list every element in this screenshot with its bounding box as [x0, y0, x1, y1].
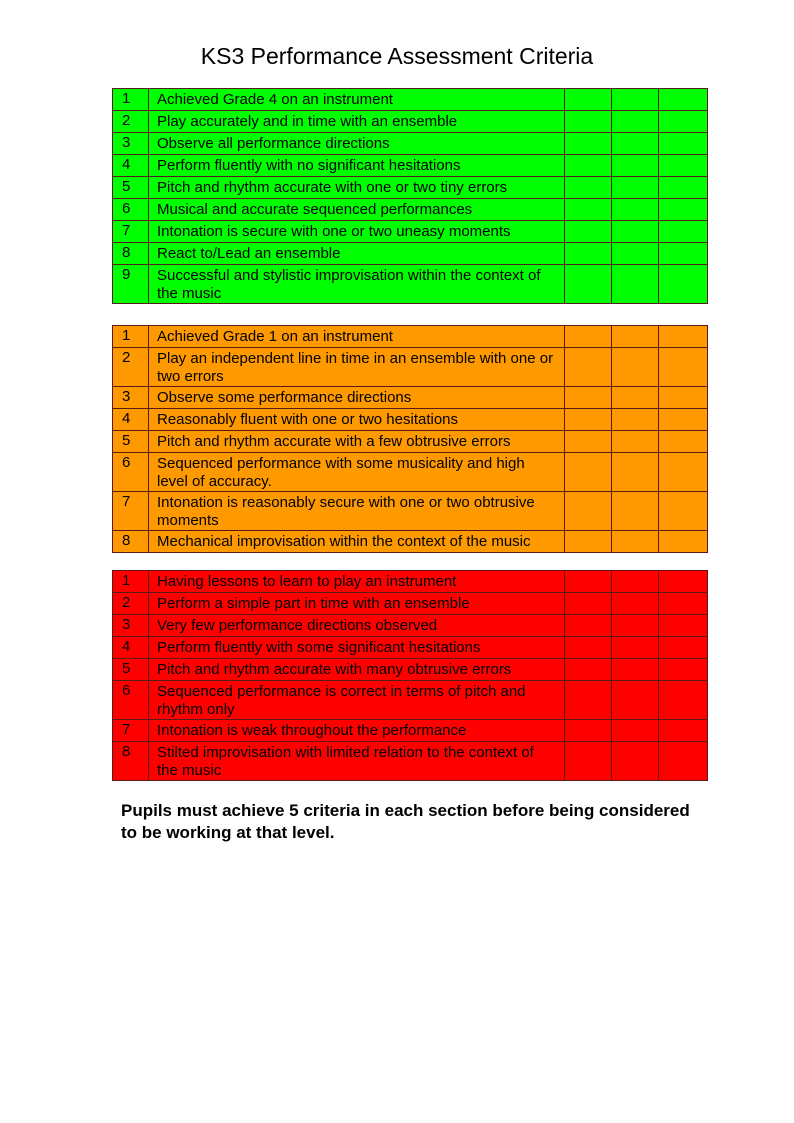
tick-cell[interactable]: [659, 177, 708, 199]
tick-cell[interactable]: [659, 681, 708, 720]
table-row: [113, 615, 708, 637]
criterion-number: 3: [113, 615, 149, 637]
criterion-number: 5: [113, 659, 149, 681]
table-row: [113, 681, 708, 720]
tick-cell[interactable]: [612, 265, 659, 304]
tick-cell[interactable]: [565, 681, 612, 720]
tick-cell[interactable]: [565, 111, 612, 133]
tick-cell[interactable]: [612, 221, 659, 243]
tick-cell[interactable]: [612, 243, 659, 265]
tick-cell[interactable]: [565, 177, 612, 199]
criterion-text: Mechanical improvisation within the context of the music: [149, 531, 565, 553]
tick-cell[interactable]: [612, 453, 659, 492]
criterion-text: Intonation is secure with one or two uneasy moments: [149, 221, 565, 243]
tick-cell[interactable]: [612, 431, 659, 453]
table-row: [113, 89, 708, 111]
criterion-text: Sequenced performance is correct in terms of pitch and rhythm only: [149, 681, 565, 720]
criterion-text: Pitch and rhythm accurate with a few obtrusive errors: [149, 431, 565, 453]
tick-cell[interactable]: [565, 531, 612, 553]
criterion-number: 1: [113, 326, 149, 348]
criterion-text: Pitch and rhythm accurate with many obtrusive errors: [149, 659, 565, 681]
tick-cell[interactable]: [659, 111, 708, 133]
tick-cell[interactable]: [612, 133, 659, 155]
criterion-number: 2: [113, 348, 149, 387]
tick-cell[interactable]: [659, 453, 708, 492]
tick-cell[interactable]: [565, 243, 612, 265]
criteria-table-orange: [112, 325, 708, 553]
tick-cell[interactable]: [565, 431, 612, 453]
table-row: [113, 111, 708, 133]
tick-cell[interactable]: [612, 659, 659, 681]
tick-cell[interactable]: [659, 571, 708, 593]
table-row: [113, 133, 708, 155]
tick-cell[interactable]: [659, 409, 708, 431]
tick-cell[interactable]: [612, 409, 659, 431]
criterion-number: 4: [113, 637, 149, 659]
criterion-number: 2: [113, 111, 149, 133]
criterion-number: 6: [113, 453, 149, 492]
tick-cell[interactable]: [659, 615, 708, 637]
tick-cell[interactable]: [612, 199, 659, 221]
criterion-number: 2: [113, 593, 149, 615]
table-row: [113, 531, 708, 553]
criterion-number: 8: [113, 531, 149, 553]
tick-cell[interactable]: [659, 221, 708, 243]
table-row: [113, 742, 708, 781]
criterion-text: Achieved Grade 1 on an instrument: [149, 326, 565, 348]
tick-cell[interactable]: [565, 637, 612, 659]
table-row: [113, 453, 708, 492]
criterion-text: Perform a simple part in time with an ensemble: [149, 593, 565, 615]
criterion-number: 5: [113, 431, 149, 453]
tick-cell[interactable]: [565, 720, 612, 742]
tick-cell[interactable]: [659, 348, 708, 387]
table-row: [113, 199, 708, 221]
tick-cell[interactable]: [612, 593, 659, 615]
tick-cell[interactable]: [659, 326, 708, 348]
tick-cell[interactable]: [659, 133, 708, 155]
table-row: [113, 348, 708, 387]
criterion-text: Stilted improvisation with limited relation to the context of the music: [149, 742, 565, 781]
tick-cell[interactable]: [612, 111, 659, 133]
tick-cell[interactable]: [565, 387, 612, 409]
tick-cell[interactable]: [565, 593, 612, 615]
tick-cell[interactable]: [565, 659, 612, 681]
table-row: [113, 659, 708, 681]
criterion-number: 8: [113, 243, 149, 265]
tick-cell[interactable]: [659, 492, 708, 531]
criterion-number: 8: [113, 742, 149, 781]
table-row: [113, 221, 708, 243]
tick-cell[interactable]: [612, 326, 659, 348]
tick-cell[interactable]: [612, 177, 659, 199]
tick-cell[interactable]: [659, 243, 708, 265]
tick-cell[interactable]: [659, 199, 708, 221]
tick-cell[interactable]: [612, 681, 659, 720]
tick-cell[interactable]: [612, 615, 659, 637]
tick-cell[interactable]: [565, 199, 612, 221]
tick-cell[interactable]: [659, 593, 708, 615]
tick-cell[interactable]: [565, 453, 612, 492]
tick-cell[interactable]: [612, 742, 659, 781]
tick-cell[interactable]: [565, 742, 612, 781]
table-row: [113, 492, 708, 531]
tick-cell[interactable]: [659, 89, 708, 111]
tick-cell[interactable]: [612, 387, 659, 409]
criteria-note: Pupils must achieve 5 criteria in each section before being considered to be working at that level.: [121, 801, 690, 842]
tick-cell[interactable]: [659, 155, 708, 177]
criterion-number: 3: [113, 133, 149, 155]
tick-cell[interactable]: [565, 571, 612, 593]
tick-cell[interactable]: [659, 265, 708, 304]
tick-cell[interactable]: [565, 133, 612, 155]
table-row: [113, 265, 708, 304]
page-title: KS3 Performance Assessment Criteria: [200, 43, 594, 69]
criterion-number: 1: [113, 89, 149, 111]
criterion-text: Play accurately and in time with an ensemble: [149, 111, 565, 133]
table-row: [113, 243, 708, 265]
table-row: [113, 177, 708, 199]
criterion-text: Observe all performance directions: [149, 133, 565, 155]
criterion-number: 1: [113, 571, 149, 593]
criteria-table-green: [112, 88, 708, 304]
criterion-text: Very few performance directions observed: [149, 615, 565, 637]
criterion-text: Musical and accurate sequenced performances: [149, 199, 565, 221]
tick-cell[interactable]: [659, 720, 708, 742]
tick-cell[interactable]: [659, 637, 708, 659]
table-row: [113, 571, 708, 593]
criterion-text: Reasonably fluent with one or two hesitations: [149, 409, 565, 431]
tick-cell[interactable]: [659, 387, 708, 409]
tick-cell[interactable]: [565, 155, 612, 177]
tick-cell[interactable]: [565, 89, 612, 111]
table-row: [113, 155, 708, 177]
criterion-text: Intonation is weak throughout the performance: [149, 720, 565, 742]
criterion-number: 7: [113, 221, 149, 243]
tick-cell[interactable]: [565, 409, 612, 431]
table-row: [113, 431, 708, 453]
criterion-number: 7: [113, 492, 149, 531]
tick-cell[interactable]: [612, 531, 659, 553]
tick-cell[interactable]: [612, 155, 659, 177]
tick-cell[interactable]: [565, 221, 612, 243]
criterion-number: 4: [113, 155, 149, 177]
criterion-text: Intonation is reasonably secure with one or two obtrusive moments: [149, 492, 565, 531]
tick-cell[interactable]: [612, 348, 659, 387]
table-row: [113, 593, 708, 615]
criterion-text: Achieved Grade 4 on an instrument: [149, 89, 565, 111]
criterion-number: 3: [113, 387, 149, 409]
criteria-table-red: [112, 570, 708, 781]
table-row: [113, 637, 708, 659]
tick-cell[interactable]: [565, 615, 612, 637]
tick-cell[interactable]: [565, 265, 612, 304]
criterion-text: Perform fluently with no significant hesitations: [149, 155, 565, 177]
tick-cell[interactable]: [659, 531, 708, 553]
tick-cell[interactable]: [612, 492, 659, 531]
tick-cell[interactable]: [659, 431, 708, 453]
criterion-number: 9: [113, 265, 149, 304]
tick-cell[interactable]: [659, 659, 708, 681]
criterion-text: Play an independent line in time in an ensemble with one or two errors: [149, 348, 565, 387]
criterion-number: 7: [113, 720, 149, 742]
tick-cell[interactable]: [659, 742, 708, 781]
criterion-number: 6: [113, 199, 149, 221]
criterion-text: Having lessons to learn to play an instrument: [149, 571, 565, 593]
tick-cell[interactable]: [565, 348, 612, 387]
criterion-text: Sequenced performance with some musicality and high level of accuracy.: [149, 453, 565, 492]
tick-cell[interactable]: [612, 89, 659, 111]
criterion-text: Perform fluently with some significant hesitations: [149, 637, 565, 659]
tick-cell[interactable]: [612, 720, 659, 742]
criterion-number: 6: [113, 681, 149, 720]
criterion-text: React to/Lead an ensemble: [149, 243, 565, 265]
criterion-number: 5: [113, 177, 149, 199]
criterion-text: Pitch and rhythm accurate with one or two tiny errors: [149, 177, 565, 199]
table-row: [113, 387, 708, 409]
table-row: [113, 720, 708, 742]
tick-cell[interactable]: [565, 492, 612, 531]
criterion-number: 4: [113, 409, 149, 431]
table-row: [113, 409, 708, 431]
criterion-text: Observe some performance directions: [149, 387, 565, 409]
tick-cell[interactable]: [612, 637, 659, 659]
tick-cell[interactable]: [612, 571, 659, 593]
tick-cell[interactable]: [565, 326, 612, 348]
criterion-text: Successful and stylistic improvisation within the context of the music: [149, 265, 565, 304]
table-row: [113, 326, 708, 348]
